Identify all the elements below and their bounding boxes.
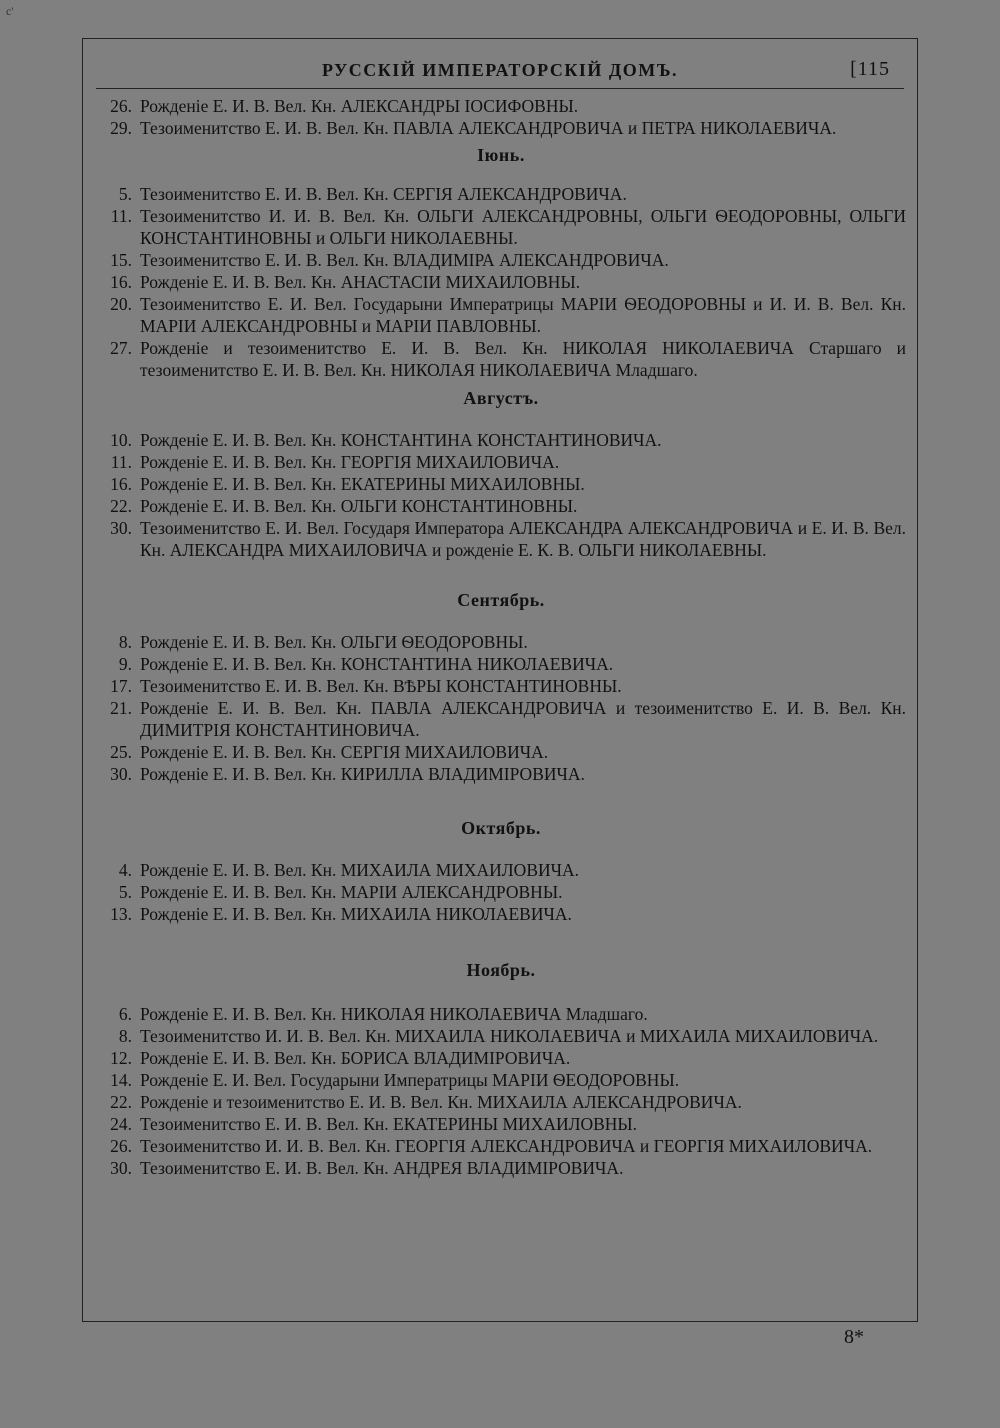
entry-day: 13. [110,904,132,924]
list-item [96,1025,906,1047]
entry-day: 6. [118,1004,132,1024]
entry-day: 29. [110,118,132,138]
entry-day: 17. [110,676,132,696]
entry-text: Тезоименитство Е. И. В. Вел. Кн. ПАВЛА АЛЕКСАНДРОВИЧА и ПЕТРА НИКОЛАЕВИЧА. [140,118,837,138]
page-number: [115 [850,58,890,80]
list-item [96,881,906,903]
list-item [96,741,906,763]
entry-day: 30. [110,518,132,538]
entry-text: Рожденіе Е. И. В. Вел. Кн. КОНСТАНТИНА КОНСТАНТИНОВИЧА. [140,430,662,450]
entry-text: Рожденіе Е. И. В. Вел. Кн. ОЛЬГИ КОНСТАНТИНОВНЫ. [140,496,578,516]
entry-day: 11. [110,206,132,226]
list-item [96,631,906,653]
entry-text: Рожденіе Е. И. В. Вел. Кн. АЛЕКСАНДРЫ ІОСИФОВНЫ. [140,96,579,116]
entry-text: Тезоименитство Е. И. В. Вел. Кн. СЕРГІЯ АЛЕКСАНДРОВИЧА. [140,184,627,204]
month-heading-september: Сентябрь. [457,590,545,610]
entry-day: 24. [110,1114,132,1134]
list-item [96,95,906,117]
entry-day: 22. [110,496,132,516]
entry-day: 10. [110,430,132,450]
list-item [96,117,906,139]
entry-text: Тезоименитство И. И. В. Вел. Кн. ГЕОРГІЯ АЛЕКСАНДРОВИЧА и ГЕОРГІЯ МИХАИЛОВИЧА. [140,1136,873,1156]
entry-day: 27. [110,338,132,358]
entry-text: Рожденіе Е. И. В. Вел. Кн. ЕКАТЕРИНЫ МИХАИЛОВНЫ. [140,474,585,494]
entry-day: 8. [118,632,132,652]
entry-text: Рожденіе Е. И. В. Вел. Кн. ПАВЛА АЛЕКСАНДРОВИЧА и тезоименитство Е. И. В. Вел. Кн. ДИМИТРІЯ КОНСТАНТИНОВИЧА. [140,698,906,740]
entry-text: Рожденіе Е. И. В. Вел. Кн. СЕРГІЯ МИХАИЛОВИЧА. [140,742,549,762]
entry-day: 16. [110,474,132,494]
list-item [96,903,906,925]
entry-day: 5. [118,184,132,204]
entry-day: 15. [110,250,132,270]
entry-text: Рожденіе и тезоименитство Е. И. В. Вел. Кн. МИХАИЛА АЛЕКСАНДРОВИЧА. [140,1092,742,1112]
entry-day: 14. [110,1070,132,1090]
entry-text: Рожденіе Е. И. В. Вел. Кн. МАРІИ АЛЕКСАНДРОВНЫ. [140,882,563,902]
list-item [96,429,906,451]
list-item [96,1069,906,1091]
entry-day: 8. [118,1026,132,1046]
entry-day: 12. [110,1048,132,1068]
entry-text: Тезоименитство Е. И. Вел. Государыни Императрицы МАРІИ ѲЕОДОРОВНЫ и И. И. В. Вел. Кн. МАРІИ АЛЕКСАНДРОВНЫ и МАРІИ ПАВЛОВНЫ. [140,294,906,336]
top-entries [96,95,906,139]
entry-day: 30. [110,764,132,784]
list-item [96,205,906,249]
calendar-content [96,95,906,1179]
list-item [96,1113,906,1135]
entry-text: Тезоименитство Е. И. В. Вел. Кн. ЕКАТЕРИНЫ МИХАИЛОВНЫ. [140,1114,638,1134]
entry-text: Рожденіе Е. И. В. Вел. Кн. КИРИЛЛА ВЛАДИМІРОВИЧА. [140,764,585,784]
entry-day: 25. [110,742,132,762]
entry-text: Тезоименитство И. И. В. Вел. Кн. ОЛЬГИ АЛЕКСАНДРОВНЫ, ОЛЬГИ ѲЕОДОРОВНЫ, ОЛЬГИ КОНСТАНТИНОВНЫ и ОЛЬГИ НИКОЛАЕВНЫ. [140,206,906,248]
entry-day: 26. [110,1136,132,1156]
entry-text: Рожденіе Е. И. В. Вел. Кн. ОЛЬГИ ѲЕОДОРОВНЫ. [140,632,528,652]
list-item [96,1157,906,1179]
list-item [96,293,906,337]
entry-day: 9. [118,654,132,674]
list-item [96,1135,906,1157]
header-title: РУССКІЙ ИМПЕРАТОРСКІЙ ДОМЪ. [321,60,679,80]
running-header [96,56,904,89]
entry-text: Рожденіе Е. И. В. Вел. Кн. КОНСТАНТИНА НИКОЛАЕВИЧА. [140,654,614,674]
entry-text: Тезоименитство И. И. В. Вел. Кн. МИХАИЛА НИКОЛАЕВИЧА и МИХАИЛА МИХАИЛОВИЧА. [140,1026,879,1046]
entry-day: 11. [110,452,132,472]
entry-text: Рожденіе и тезоименитство Е. И. В. Вел. Кн. НИКОЛАЯ НИКОЛАЕВИЧА Старшаго и тезоименитство Е. И. В. Вел. Кн. НИКОЛАЯ НИКОЛАЕВИЧА Младшаго. [140,338,906,380]
list-item [96,249,906,271]
signature-mark: 8* [844,1326,864,1348]
list-item [96,271,906,293]
entry-day: 26. [110,96,132,116]
list-item [96,451,906,473]
entry-text: Тезоименитство Е. И. В. Вел. Кн. ВѢРЫ КОНСТАНТИНОВНЫ. [140,676,622,696]
list-item [96,763,906,785]
entry-day: 22. [110,1092,132,1112]
entry-day: 16. [110,272,132,292]
entry-text: Рожденіе Е. И. В. Вел. Кн. НИКОЛАЯ НИКОЛАЕВИЧА Младшаго. [140,1004,648,1024]
corner-mark: c' [6,4,14,18]
entry-day: 5. [118,882,132,902]
entry-text: Тезоименитство Е. И. В. Вел. Кн. ВЛАДИМІРА АЛЕКСАНДРОВИЧА. [140,250,669,270]
entry-text: Тезоименитство Е. И. Вел. Государя Императора АЛЕКСАНДРА АЛЕКСАНДРОВИЧА и Е. И. В. Вел. Кн. АЛЕКСАНДРА МИХАИЛОВИЧА и рожденіе Е. К. В. ОЛЬГИ НИКОЛАЕВНЫ. [140,518,906,560]
list-item [96,1047,906,1069]
entry-text: Рожденіе Е. И. В. Вел. Кн. ГЕОРГІЯ МИХАИЛОВИЧА. [140,452,560,472]
month-heading-october: Октябрь. [461,818,541,838]
entry-day: 4. [118,860,132,880]
entry-day: 20. [110,294,132,314]
list-item [96,495,906,517]
entry-text: Рожденіе Е. И. В. Вел. Кн. МИХАИЛА НИКОЛАЕВИЧА. [140,904,572,924]
month-heading-june: Іюнь. [477,145,525,165]
list-item [96,653,906,675]
list-item [96,859,906,881]
entry-text: Рожденіе Е. И. В. Вел. Кн. АНАСТАСІИ МИХАИЛОВНЫ. [140,272,581,292]
month-heading-august: Августъ. [463,388,539,408]
entry-text: Рожденіе Е. И. Вел. Государыни Императрицы МАРІИ ѲЕОДОРОВНЫ. [140,1070,680,1090]
list-item [96,183,906,205]
list-item [96,697,906,741]
entry-text: Тезоименитство Е. И. В. Вел. Кн. АНДРЕЯ ВЛАДИМІРОВИЧА. [140,1158,624,1178]
list-item [96,473,906,495]
list-item [96,675,906,697]
entry-text: Рожденіе Е. И. В. Вел. Кн. БОРИСА ВЛАДИМІРОВИЧА. [140,1048,571,1068]
entry-text: Рожденіе Е. И. В. Вел. Кн. МИХАИЛА МИХАИЛОВИЧА. [140,860,580,880]
list-item [96,1091,906,1113]
entry-day: 30. [110,1158,132,1178]
entry-day: 21. [110,698,132,718]
list-item [96,337,906,381]
list-item [96,1003,906,1025]
list-item [96,517,906,561]
month-heading-november: Ноябрь. [466,960,536,980]
